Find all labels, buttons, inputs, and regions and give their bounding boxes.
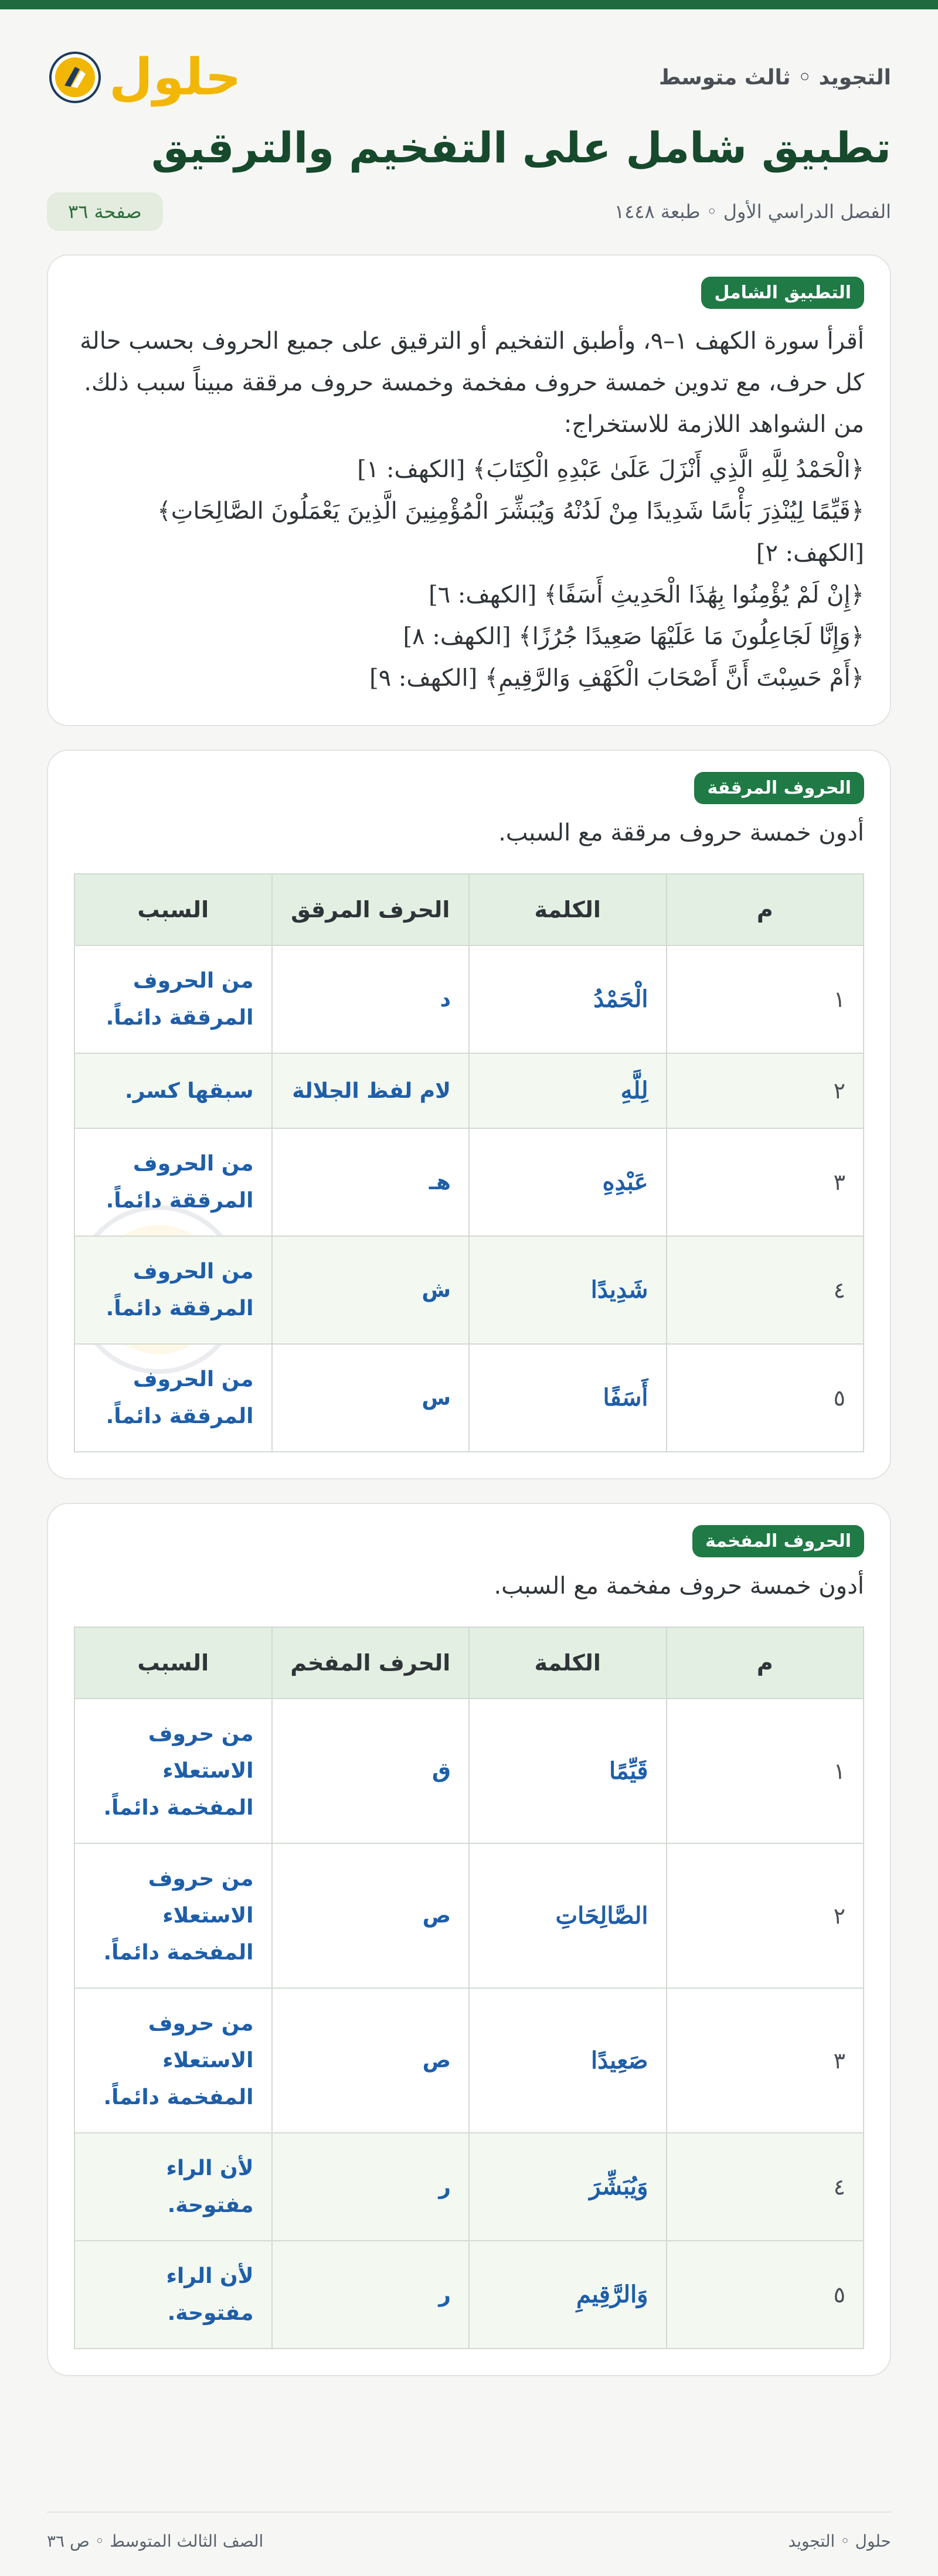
thin-letters-card [47, 750, 891, 1479]
verse-item: ﴿قَيِّمًا لِيُنْذِرَ بَأْسًا شَدِيدًا مِنْ لَدُنْهُ وَيُبَشِّرَ الْمُؤْمِنِينَ الَّذِينَ يَعْمَلُونَ الصَّالِحَاتِ﴾ [الكهف: ٢] [157, 498, 864, 567]
row-reason: من حروف الاستعلاء المفخمة دائماً. [74, 1843, 272, 1988]
row-word: صَعِيدًا [469, 1988, 667, 2133]
column-header: الكلمة [469, 874, 667, 945]
row-number: ١ [667, 945, 864, 1053]
row-letter: ر [272, 2241, 470, 2349]
page-title: تطبيق شامل على التفخيم والترقيق [151, 123, 891, 172]
table-row [74, 1344, 864, 1452]
row-number: ٤ [667, 2133, 864, 2241]
column-header: السبب [74, 874, 272, 945]
row-reason: لأن الراء مفتوحة. [74, 2133, 272, 2241]
thin-letters-table [74, 873, 864, 1452]
thin-letters-badge: الحروف المرققة [694, 772, 864, 804]
verse-item: ﴿إِنْ لَمْ يُؤْمِنُوا بِهَٰذَا الْحَدِيثِ أَسَفًا﴾ [الكهف: ٦] [429, 581, 864, 608]
row-letter: س [272, 1344, 470, 1452]
row-letter: ص [272, 1843, 470, 1988]
table-row [74, 1843, 864, 1988]
row-word: قَيِّمًا [469, 1699, 667, 1843]
column-header: السبب [74, 1627, 272, 1699]
meta-row [47, 192, 891, 231]
column-header: الكلمة [469, 1627, 667, 1699]
verse-item: ﴿وَإِنَّا لَجَاعِلُونَ مَا عَلَيْهَا صَعِيدًا جُرُزًا﴾ [الكهف: ٨] [403, 622, 864, 650]
table-header-row [74, 874, 864, 945]
row-number: ١ [667, 1699, 864, 1843]
row-letter: هـ [272, 1128, 470, 1236]
row-number: ٣ [667, 1128, 864, 1236]
table-row [74, 1699, 864, 1843]
row-reason: من الحروف المرققة دائماً. [74, 945, 272, 1053]
row-reason: من حروف الاستعلاء المفخمة دائماً. [74, 1699, 272, 1843]
row-word: لِلَّهِ [469, 1053, 667, 1128]
verse-item: ﴿أَمْ حَسِبْتَ أَنَّ أَصْحَابَ الْكَهْفِ وَالرَّقِيمِ﴾ [الكهف: ٩] [369, 665, 864, 692]
comprehensive-badge: التطبيق الشامل [701, 277, 864, 309]
semester-info: الفصل الدراسي الأول ◦ طبعة ١٤٤٨ [614, 200, 891, 223]
row-reason: سبقها كسر. [74, 1053, 272, 1128]
intro-text: أقرأ سورة الكهف ١–٩، وأطبق التفخيم أو الترقيق على جميع الحروف بحسب حالة كل حرف، مع تدوين خمسة حروف مفخمة وخمسة حروف مرققة مبيناً سبب ذلك. [80, 327, 864, 396]
row-letter: لام لفظ الجلالة [272, 1053, 470, 1128]
row-letter: ر [272, 2133, 470, 2241]
evidence-title: من الشواهد اللازمة للاستخراج: [563, 410, 864, 438]
table-row [74, 945, 864, 1053]
row-word: الْحَمْدُ [469, 945, 667, 1053]
verse-list [74, 449, 864, 699]
row-letter: د [272, 945, 470, 1053]
table-row [74, 1988, 864, 2133]
column-header: م [667, 1627, 864, 1699]
header [47, 42, 891, 113]
book-icon [47, 49, 103, 106]
row-number: ٤ [667, 1236, 864, 1344]
table-row [74, 1236, 864, 1344]
row-word: شَدِيدًا [469, 1236, 667, 1344]
row-number: ٢ [667, 1843, 864, 1988]
table-row [74, 2241, 864, 2349]
table-row [74, 1128, 864, 1236]
column-header: الحرف المرقق [272, 874, 470, 945]
column-header: م [667, 874, 864, 945]
footer [47, 2512, 891, 2551]
row-number: ٣ [667, 1988, 864, 2133]
footer-brand: حلول ◦ التجويد [788, 2531, 891, 2551]
table-row [74, 1053, 864, 1128]
row-number: ٥ [667, 1344, 864, 1452]
logo-text: حلول [109, 48, 242, 107]
row-word: وَالرَّقِيمِ [469, 2241, 667, 2349]
table-row [74, 2133, 864, 2241]
logo[interactable] [47, 49, 242, 106]
row-word: الصَّالِحَاتِ [469, 1843, 667, 1988]
row-reason: من حروف الاستعلاء المفخمة دائماً. [74, 1988, 272, 2133]
row-word: أَسَفًا [469, 1344, 667, 1452]
row-reason: من الحروف المرققة دائماً. [74, 1344, 272, 1452]
table-header-row [74, 1627, 864, 1699]
top-accent-bar [0, 0, 938, 9]
thin-instruction: أدون خمسة حروف مرققة مع السبب. [498, 819, 864, 847]
row-word: وَيُبَشِّرَ [469, 2133, 667, 2241]
row-letter: ص [272, 1988, 470, 2133]
row-reason: من الحروف المرققة دائماً. [74, 1236, 272, 1344]
thick-letters-card [47, 1503, 891, 2376]
row-letter: ش [272, 1236, 470, 1344]
column-header: الحرف المفخم [272, 1627, 470, 1699]
footer-page-info: الصف الثالث المتوسط ◦ ص ٣٦ [47, 2531, 264, 2551]
thick-letters-badge: الحروف المفخمة [692, 1525, 864, 1557]
row-word: عَبْدِهِ [469, 1128, 667, 1236]
comprehensive-card [47, 254, 891, 727]
row-number: ٢ [667, 1053, 864, 1128]
page [0, 42, 938, 2376]
row-reason: لأن الراء مفتوحة. [74, 2241, 272, 2349]
row-reason: من الحروف المرققة دائماً. [74, 1128, 272, 1236]
row-letter: ق [272, 1699, 470, 1843]
row-number: ٥ [667, 2241, 864, 2349]
page-number-badge: صفحة ٣٦ [47, 192, 163, 231]
thick-letters-table [74, 1626, 864, 2349]
subject-label: التجويد ◦ ثالث متوسط [658, 65, 891, 90]
thick-instruction: أدون خمسة حروف مفخمة مع السبب. [494, 1573, 864, 1600]
verse-item: ﴿الْحَمْدُ لِلَّهِ الَّذِي أَنْزَلَ عَلَىٰ عَبْدِهِ الْكِتَابَ﴾ [الكهف: ١] [357, 456, 864, 484]
